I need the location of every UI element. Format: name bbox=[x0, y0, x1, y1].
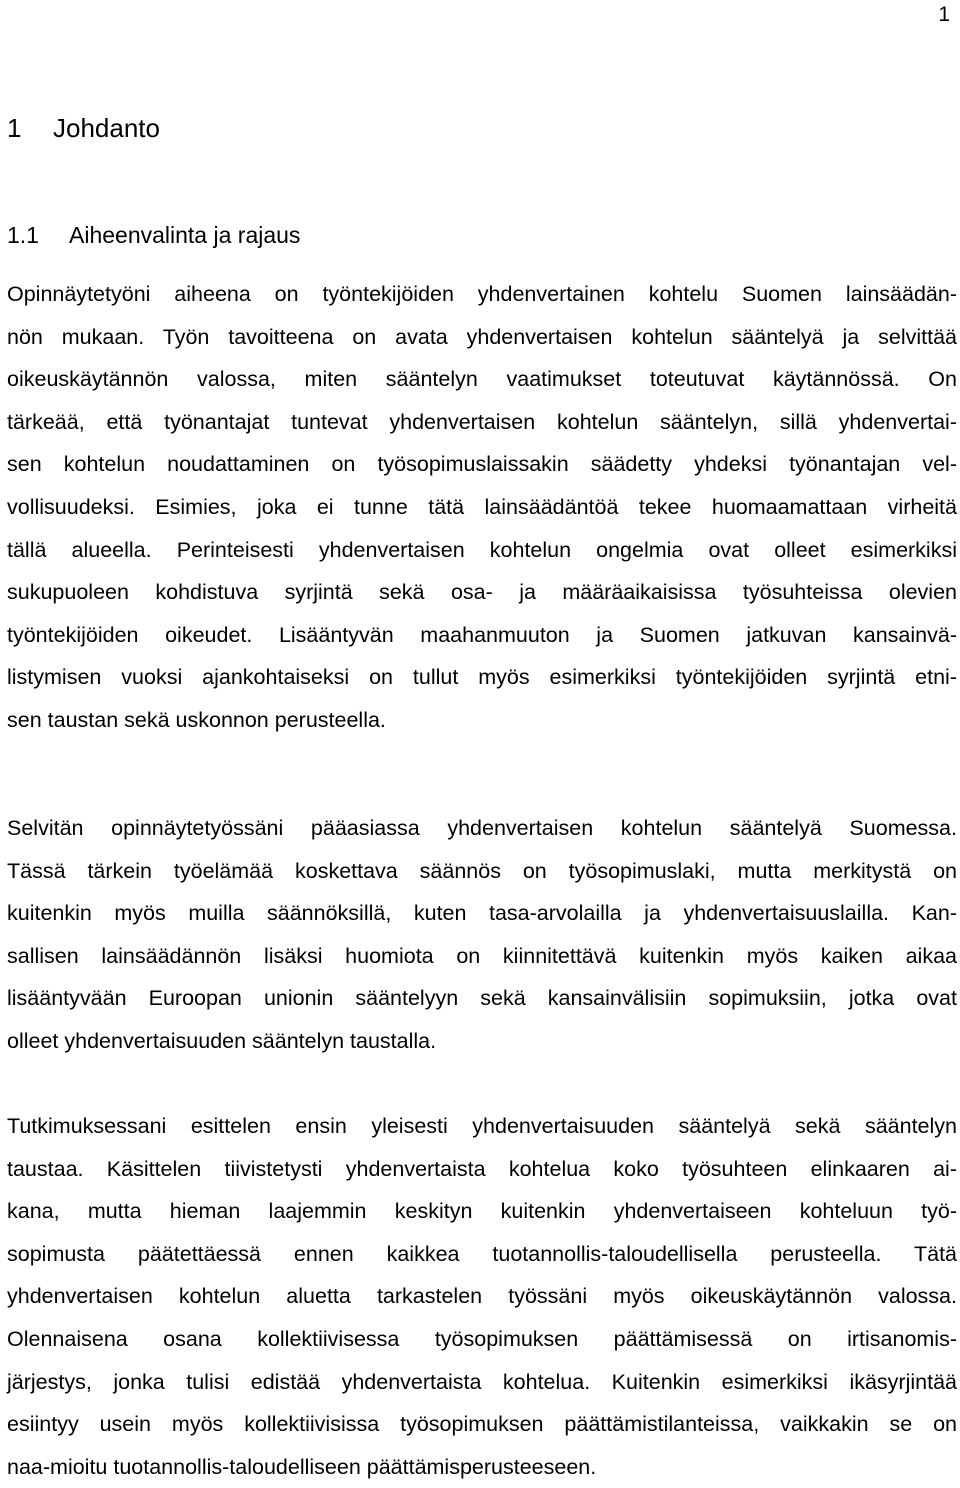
chapter-heading bbox=[7, 111, 160, 145]
text-line: yhdenvertaisen kohtelun aluetta tarkastelen työssäni myös oikeuskäytännön valossa. bbox=[7, 1284, 957, 1309]
text-line: sopimusta päätettäessä ennen kaikkea tuotannollis-taloudellisella perusteella. Tätä bbox=[7, 1241, 957, 1266]
paragraph-3 bbox=[7, 1105, 957, 1488]
text-line: listymisen vuoksi ajankohtaiseksi on tullut myös esimerkiksi työntekijöiden syrjintä etni- bbox=[7, 665, 957, 690]
text-line: kuitenkin myös muilla säännöksillä, kuten tasa-arvolailla ja yhdenvertaisuuslailla. Kan- bbox=[7, 901, 957, 926]
section-number: 1.1 bbox=[7, 222, 39, 248]
text-line: vollisuudeksi. Esimies, joka ei tunne tätä lainsäädäntöä tekee huomaamattaan virheitä bbox=[7, 494, 957, 519]
text-line: nön mukaan. Työn tavoitteena on avata yhdenvertaisen kohtelun sääntelyä ja selvittää bbox=[7, 324, 957, 349]
text-line: olleet yhdenvertaisuuden sääntelyn taustalla. bbox=[7, 1028, 437, 1053]
text-line: taustaa. Käsittelen tiivistetysti yhdenvertaista kohtelua koko työsuhteen elinkaaren ai- bbox=[7, 1156, 957, 1181]
paragraph-1 bbox=[7, 273, 957, 742]
text-line: tärkeää, että työnantajat tuntevat yhdenvertaisen kohtelun sääntelyn, sillä yhdenvertai- bbox=[7, 409, 957, 434]
page-number: 1 bbox=[938, 3, 950, 26]
section-title: Aiheenvalinta ja rajaus bbox=[69, 222, 301, 248]
text-line: Tässä tärkein työelämää koskettava säännös on työsopimuslaki, mutta merkitystä on bbox=[7, 858, 957, 883]
text-line: tällä alueella. Perinteisesti yhdenvertaisen kohtelun ongelmia ovat olleet esimerkiksi bbox=[7, 537, 957, 562]
text-line: oikeuskäytännön valossa, miten sääntelyn vaatimukset toteutuvat käytännössä. On bbox=[7, 367, 957, 392]
text-line: työntekijöiden oikeudet. Lisääntyvän maahanmuuton ja Suomen jatkuvan kansainvä- bbox=[7, 622, 957, 647]
text-line: sen taustan sekä uskonnon perusteella. bbox=[7, 707, 386, 732]
chapter-title: Johdanto bbox=[53, 113, 160, 143]
text-line: sukupuoleen kohdistuva syrjintä sekä osa- ja määräaikaisissa työsuhteissa olevien bbox=[7, 580, 957, 605]
text-line: Tutkimuksessani esittelen ensin yleisesti yhdenvertaisuuden sääntelyä sekä sääntelyn bbox=[7, 1114, 957, 1138]
text-line: lisääntyvään Euroopan unionin sääntelyyn sekä kansainvälisiin sopimuksiin, jotka ovat bbox=[7, 986, 957, 1011]
text-line: sallisen lainsäädännön lisäksi huomiota on kiinnitettävä kuitenkin myös kaiken aikaa bbox=[7, 943, 957, 968]
paragraph-2 bbox=[7, 807, 957, 1063]
text-line: järjestys, jonka tulisi edistää yhdenvertaista kohtelua. Kuitenkin esimerkiksi ikäsyrjintää bbox=[7, 1369, 957, 1394]
text-line: esiintyy usein myös kollektiivisissa työsopimuksen päättämistilanteissa, vaikkakin se on bbox=[7, 1412, 957, 1437]
chapter-number: 1 bbox=[7, 113, 22, 143]
text-line: Selvitän opinnäytetyössäni pääasiassa yhdenvertaisen kohtelun sääntelyä Suomessa. bbox=[7, 816, 957, 840]
text-line: Opinnäytetyöni aiheena on työntekijöiden yhdenvertainen kohtelu Suomen lainsäädän- bbox=[7, 282, 957, 306]
text-line: kana, mutta hieman laajemmin keskityn kuitenkin yhdenvertaiseen kohteluun työ- bbox=[7, 1199, 957, 1224]
text-line: sen kohtelun noudattaminen on työsopimuslaissakin säädetty yhdeksi työnantajan vel- bbox=[7, 452, 957, 477]
section-heading bbox=[7, 219, 300, 251]
text-line: naa-mioitu tuotannollis-taloudelliseen päättämisperusteeseen. bbox=[7, 1454, 597, 1479]
text-line: Olennaisena osana kollektiivisessa työsopimuksen päättämisessä on irtisanomis- bbox=[7, 1326, 957, 1351]
